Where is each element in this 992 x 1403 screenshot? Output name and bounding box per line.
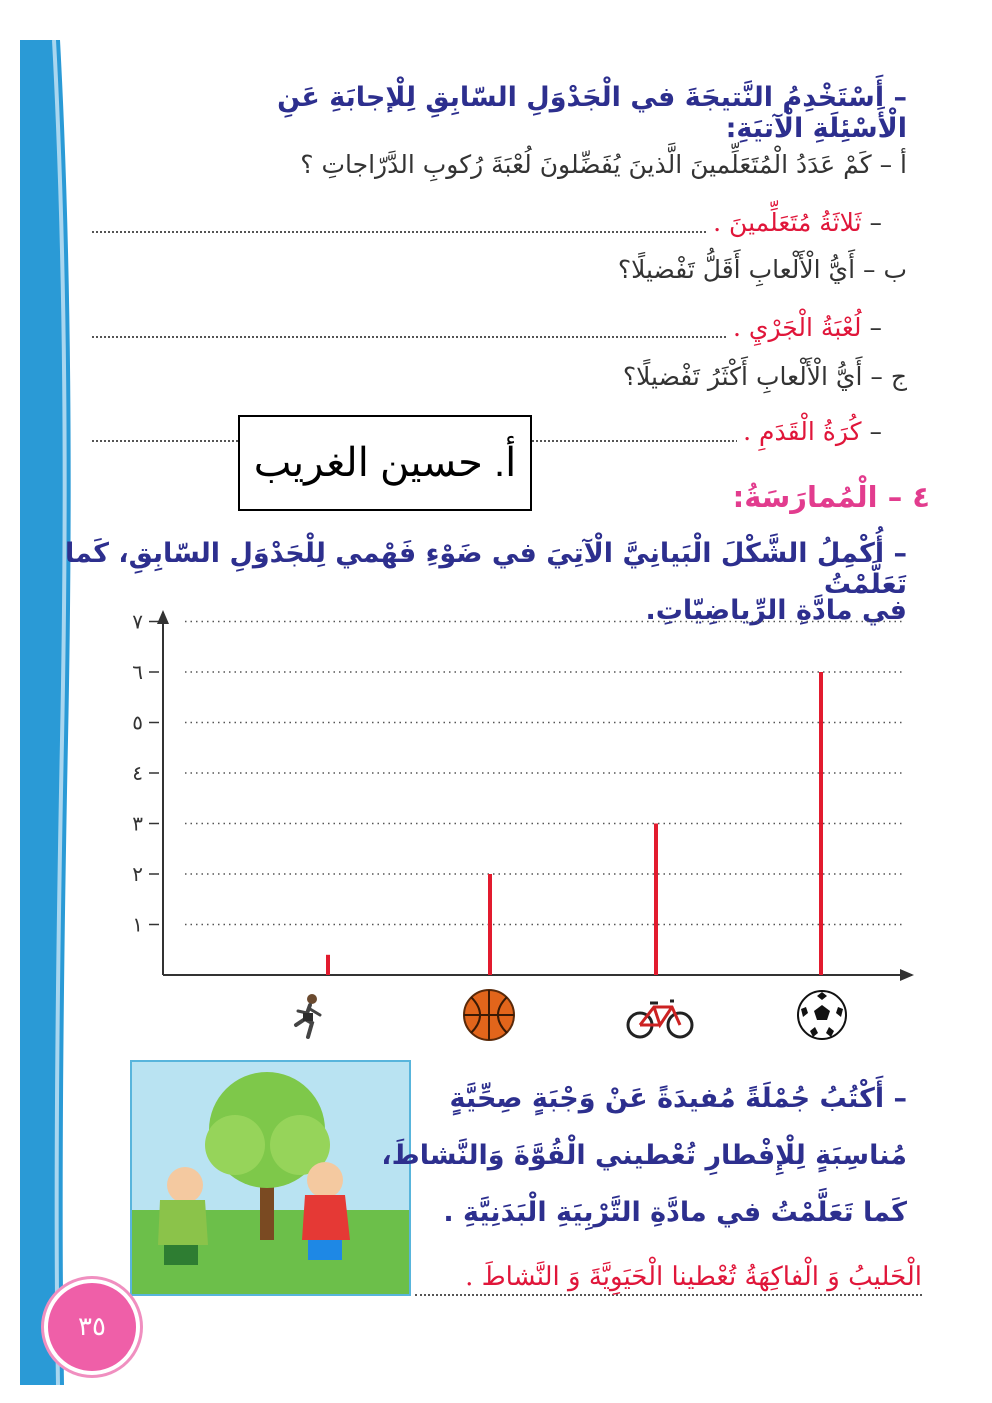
x-axis-arrow [900,969,914,981]
basketball-icon [462,988,516,1042]
teacher-name: أ. حسين الغريب [253,441,517,485]
bar-soccer-ball-icon [819,672,823,975]
page-number: ٣٥ [78,1312,106,1342]
practice-instruction-line2: في مادَّةِ الرِّياضِيّاتِ. [645,595,907,626]
answer-dash: – [869,417,882,446]
answer-a-text: ثَلاثَةُ مُتَعَلِّمينَ . [713,208,862,237]
answer-b-text: لُعْبَةُ الْجَرْيِ . [733,313,862,342]
practice-instruction-line1: – أُكْمِلُ الشَّكْلَ الْبَيانِيَّ الْآتِيَ في ضَوْءِ فَهْمي لِلْجَدْوَلِ السّابِقِ، كَما تَعَلَّمْتُ [64,538,907,600]
question-a-text: كَمْ عَدَدُ الْمُتَعَلِّمينَ الَّذينَ يُفَضِّلونَ لُعْبَةَ رُكوبِ الدَّرّاجاتِ ؟ [300,150,872,179]
write-instruction-line2: مُناسِبَةٍ لِلْإِفْطارِ تُعْطيني الْقُوَّةَ وَالنَّشاطَ، [381,1140,907,1171]
y-tick-label-6: ٦ [132,660,143,684]
chart-grid [185,622,905,925]
bar-bicycle-icon [654,824,658,976]
answer-dash: – [869,313,882,342]
chart-axes [157,610,914,981]
y-tick-label-5: ٥ [132,710,143,735]
header-instruction: – أَسْتَخْدِمُ النَّتيجَةَ في الْجَدْوَلِ السّابِقِ لِلْإجابَةِ عَنِ الْأَسْئِلَةِ الْآتيَةِ: [277,82,907,144]
question-b-letter: ب – [863,255,907,284]
children-playing-picture [130,1060,411,1296]
y-tick-label-3: ٣ [132,811,143,836]
question-c-letter: ج – [870,362,907,391]
question-b-text: أَيُّ الْأَلْعابِ أَقَلُّ تَفْضيلًا؟ [617,255,856,284]
answer-dash: – [869,208,882,237]
soccer-ball-icon [796,989,848,1041]
section-heading: ٤ – الْمُمارَسَةُ: [732,480,930,514]
y-tick-label-7: ٧ [132,609,143,634]
y-tick-label-2: ٢ [132,862,143,886]
question-c-text: أَيُّ الْأَلْعابِ أَكْثَرُ تَفْضيلًا؟ [622,362,863,391]
chart-ticks [132,610,159,937]
bar-basketball-icon [488,874,492,975]
final-answer: الْحَليبُ وَ الْفاكِهَةُ تُعْطينا الْحَيَوِيَّةَ وَ النَّشاطَ . [415,1262,922,1296]
page-number-badge [44,1279,140,1375]
write-instruction-line1: – أَكْتُبُ جُمْلَةً مُفيدَةً عَنْ وَجْبَةٍ صِحِّيَّةٍ [449,1083,907,1114]
y-tick-label-4: ٤ [132,761,143,785]
y-tick-label-1: ١ [132,912,143,937]
running-icon [290,993,330,1041]
bicycle-icon [626,993,694,1041]
write-instruction-line3: كَما تَعَلَّمْتُ في مادَّةِ التَّرْبِيَةِ الْبَدَنِيَّةِ . [443,1197,907,1228]
answer-c-text: كُرَةُ الْقَدَمِ . [743,417,862,446]
question-a-letter: أ – [879,150,907,179]
bar-running-icon [326,955,330,975]
